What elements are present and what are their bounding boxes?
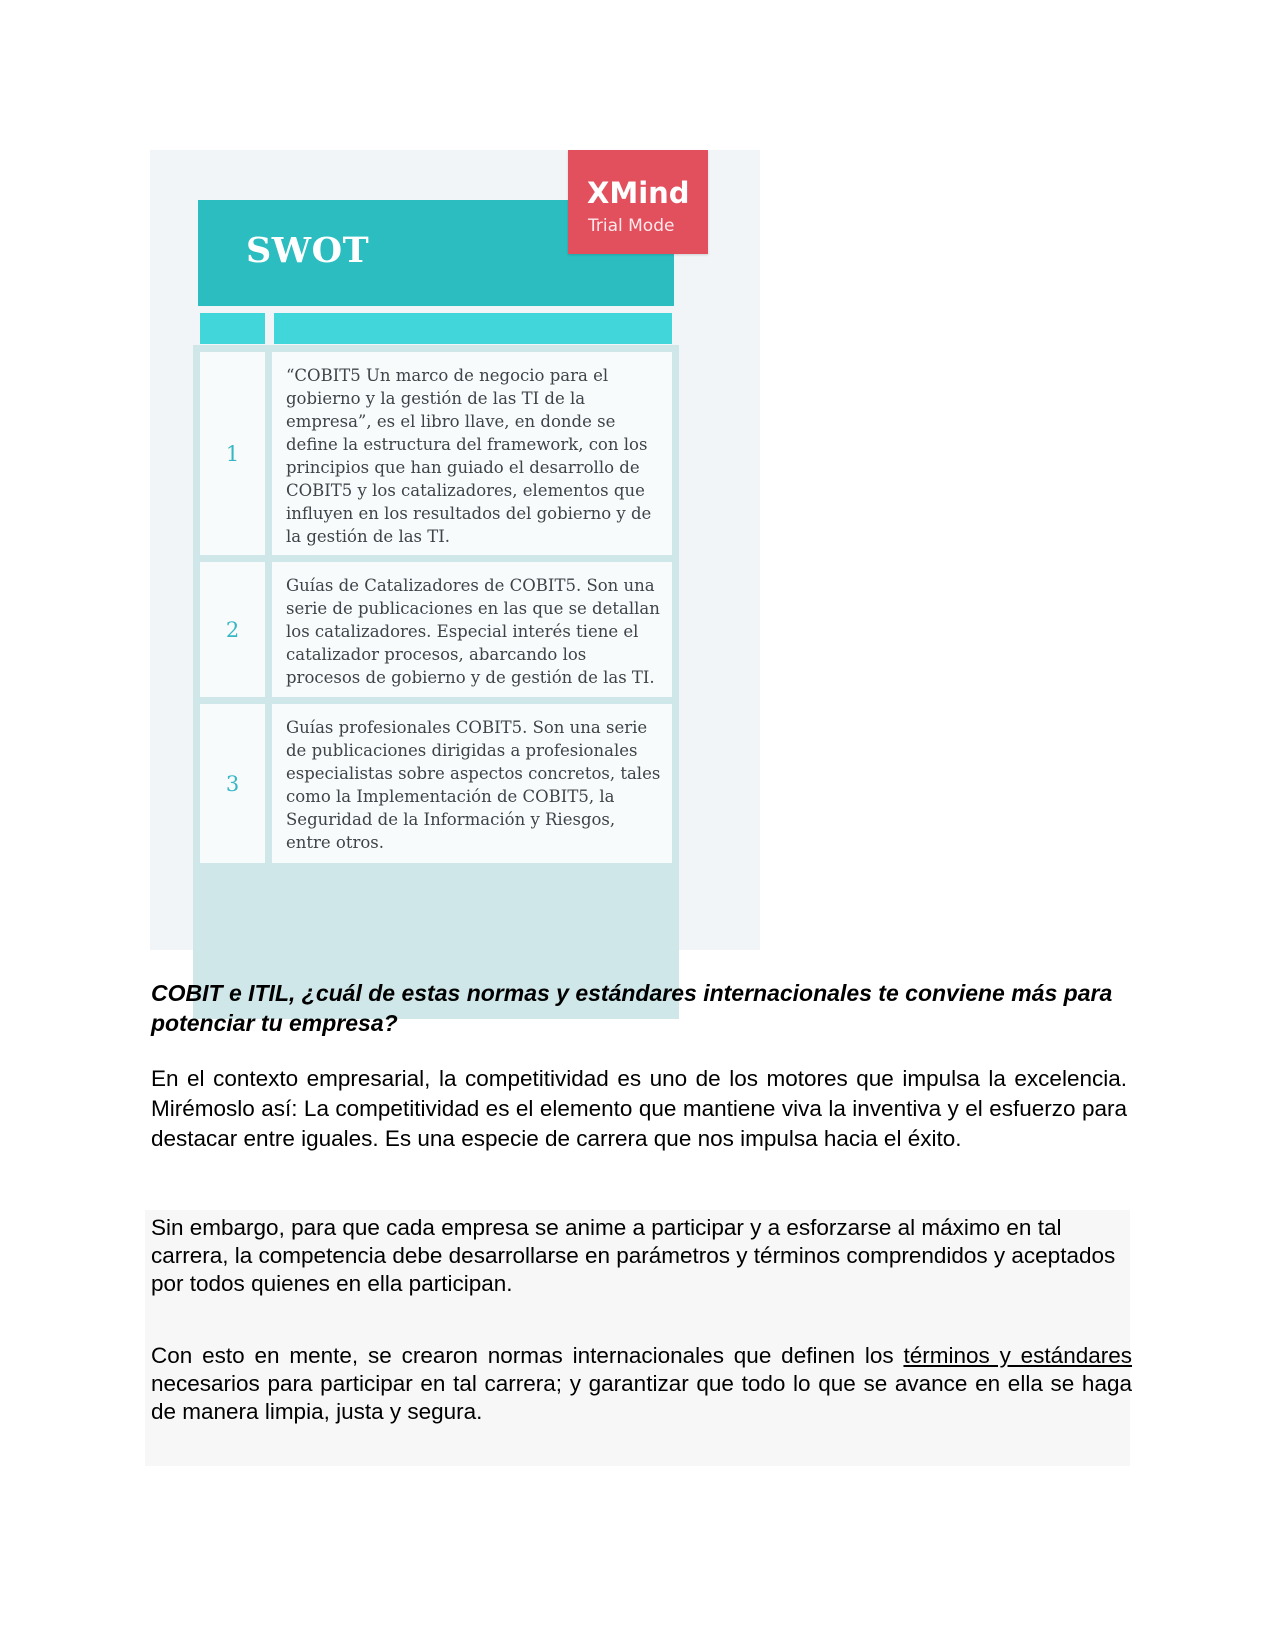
xmind-trial-badge — [568, 150, 708, 254]
paragraph-con-esto-start: Con esto en mente, se crearon normas internacionales que definen los — [151, 1343, 904, 1368]
trial-mode-label: Trial Mode — [588, 216, 675, 236]
row-number-3: 3 — [200, 704, 265, 863]
row-text-3: Guías profesionales COBIT5. Son una serie de publicaciones dirigidas a profesionales especialistas sobre aspectos concretos, tales como la Implementación de COBIT5, la Seguridad de la Información y Riesgos, entre otros. — [272, 704, 672, 863]
swot-table — [193, 345, 679, 1019]
row-number-1: 1 — [200, 352, 265, 555]
row-text-1: “COBIT5 Un marco de negocio para el gobierno y la gestión de las TI de la empresa”, es el libro llave, en donde se define la estructura del framework, con los principios que han guiado el desarrollo de COBIT5 y los catalizadores, elementos que influyen en los resultados del gobierno y de la gestión de las TI. — [272, 352, 672, 555]
row-text-2: Guías de Catalizadores de COBIT5. Son una serie de publicaciones en las que se detallan los catalizadores. Especial interés tiene el catalizador procesos, abarcando los procesos de gobierno y de gestión de las TI. — [272, 562, 672, 697]
paragraph-sin-embargo: Sin embargo, para que cada empresa se anime a participar y a esforzarse al máximo en tal carrera, la competencia debe desarrollarse en parámetros y términos comprendidos y aceptados por todos quienes en ella participan. — [151, 1215, 1116, 1296]
row-number-2: 2 — [200, 562, 265, 697]
paragraph-competitividad: En el contexto empresarial, la competitividad es uno de los motores que impulsa la excelencia. Mirémoslo así: La competitividad es el elemento que mantiene viva la inventiva y el esfuerzo para destacar entre iguales. Es una especie de carrera que nos impulsa hacia el éxito. — [151, 1066, 1127, 1151]
table-header-cell-right — [274, 313, 672, 344]
terminos-estandares-link[interactable]: términos y estándares — [903, 1343, 1132, 1368]
paragraph-con-esto-end: necesarios para participar en tal carrera; y garantizar que todo lo que se avance en ella se haga de manera limpia, justa y segura. — [151, 1371, 1132, 1424]
paragraph-con-esto — [151, 1342, 1132, 1426]
xmind-brand-label: XMind — [587, 176, 690, 210]
swot-figure — [150, 150, 760, 950]
section-heading: COBIT e ITIL, ¿cuál de estas normas y estándares internacionales te conviene más para potenciar tu empresa? — [151, 980, 1113, 1036]
swot-title: SWOT — [246, 230, 370, 271]
table-header-cell-left — [200, 313, 265, 344]
